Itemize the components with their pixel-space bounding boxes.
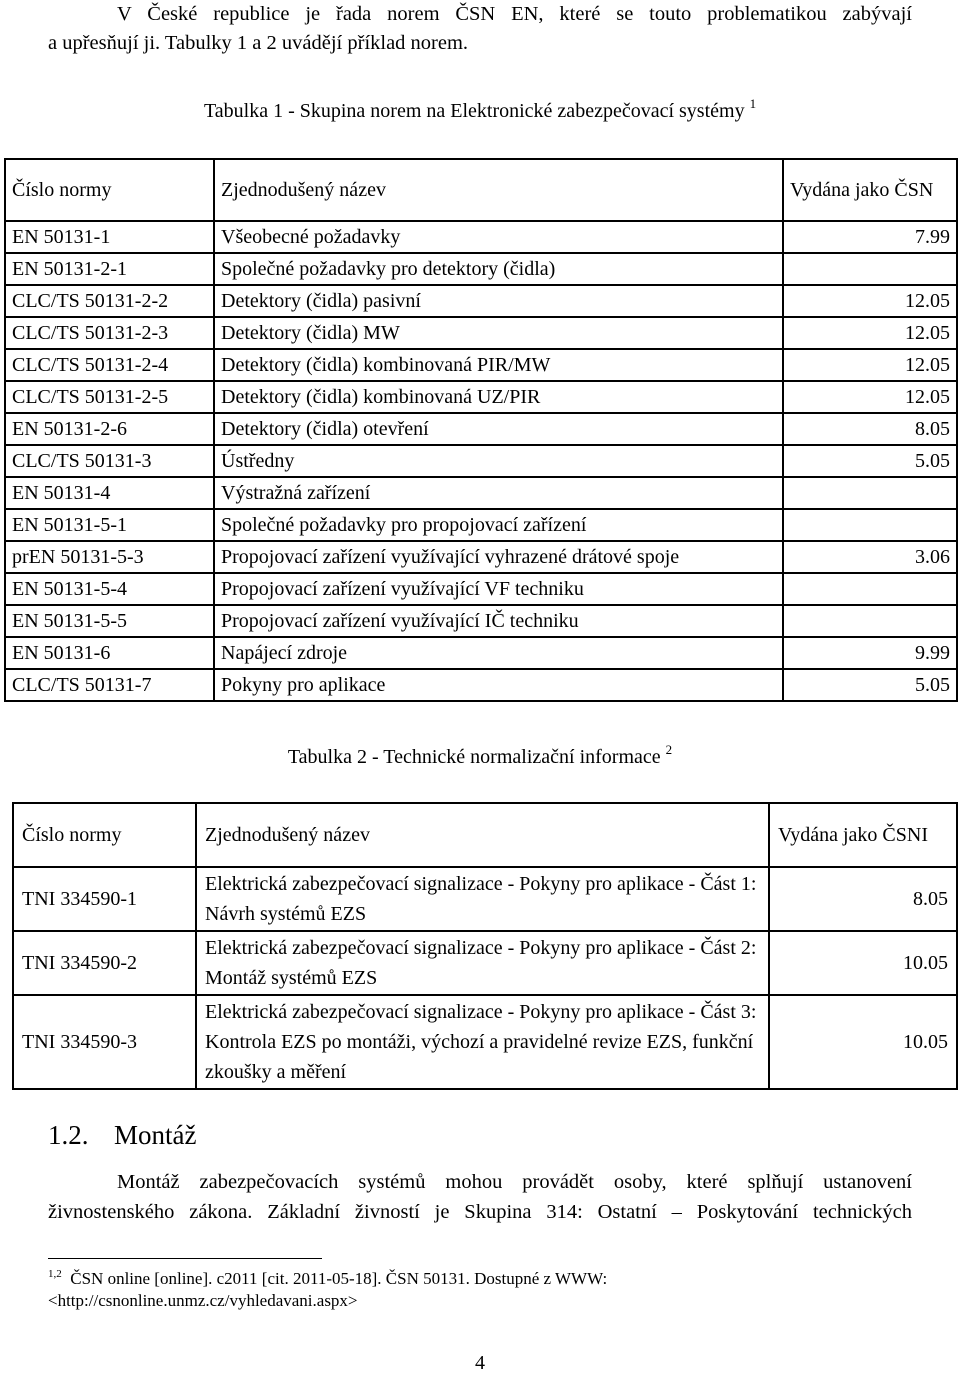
table-cell-name: Elektrická zabezpečovací signalizace - Pokyny pro aplikace - Část 2: Montáž systémů EZS [196,931,769,995]
table-cell-issued: 7.99 [783,221,957,253]
footnote [48,1268,912,1312]
table-cell-number: CLC/TS 50131-2-4 [5,349,214,381]
table2-header-row [13,803,957,867]
table-row [5,253,957,285]
table-cell-number: EN 50131-5-1 [5,509,214,541]
table-cell-name: Výstražná zařízení [214,477,783,509]
table-cell-name: Detektory (čidla) MW [214,317,783,349]
table-cell-name: Propojovací zařízení využívající VF techniku [214,573,783,605]
table-cell-number: EN 50131-2-6 [5,413,214,445]
table-row [5,285,957,317]
table-cell-name: Napájecí zdroje [214,637,783,669]
table-cell-number: EN 50131-4 [5,477,214,509]
table-cell-number: TNI 334590-2 [13,931,196,995]
table1-caption [0,96,960,123]
table-row [5,445,957,477]
footnote-marker: 1,2 [48,1268,62,1280]
table1-header-row [5,159,957,221]
footnote-line-1 [48,1268,912,1290]
table2-header-issued: Vydána jako ČSNI [769,803,957,867]
table2-caption-ref: 2 [665,742,673,757]
section-line-1: Montáž zabezpečovacích systémů mohou provádět osoby, které splňují ustanovení [117,1171,912,1193]
table-cell-name: Detektory (čidla) kombinovaná UZ/PIR [214,381,783,413]
table-cell-name: Detektory (čidla) kombinovaná PIR/MW [214,349,783,381]
table-row [5,317,957,349]
table-cell-issued: 12.05 [783,285,957,317]
table-cell-name: Propojovací zařízení využívající vyhrazené drátové spoje [214,541,783,573]
table-cell-name: Propojovací zařízení využívající IČ techniku [214,605,783,637]
table-row [13,995,957,1089]
intro-line-2: a upřesňují ji. Tabulky 1 a 2 uvádějí příklad norem. [48,32,469,54]
section-number: 1.2. [48,1120,89,1150]
table-row [13,931,957,995]
section-title: Montáž [114,1120,197,1150]
table-cell-name: Společné požadavky pro propojovací zařízení [214,509,783,541]
table-row [5,637,957,669]
table-cell-number: CLC/TS 50131-2-2 [5,285,214,317]
standards-table-2 [12,802,958,1090]
table-cell-issued: 12.05 [783,317,957,349]
table2-caption-text: Tabulka 2 - Technické normalizační informace [287,746,661,768]
table-cell-number: prEN 50131-5-3 [5,541,214,573]
table-row [5,221,957,253]
page-number: 4 [475,1352,485,1374]
table-row [5,413,957,445]
table-cell-name: Detektory (čidla) otevření [214,413,783,445]
table-cell-number: CLC/TS 50131-3 [5,445,214,477]
table-cell-number: EN 50131-6 [5,637,214,669]
table-cell-name: Elektrická zabezpečovací signalizace - Pokyny pro aplikace - Část 3: Kontrola EZS po montáži, výchozí a pravidelné revize EZS, funkční zkoušky a měření [196,995,769,1089]
table1-header-issued: Vydána jako ČSN [783,159,957,221]
table2-caption [0,742,960,769]
table-row [5,541,957,573]
table-row [5,669,957,701]
section-line-2: živnostenského zákona. Základní živností je Skupina 314: Ostatní – Poskytování technických [48,1201,912,1223]
table-cell-issued [783,605,957,637]
table1-caption-text: Tabulka 1 - Skupina norem na Elektronické zabezpečovací systémy [203,100,745,122]
footnote-line-2: <http://csnonline.unmz.cz/vyhledavani.aspx> [48,1291,358,1310]
table-cell-name: Společné požadavky pro detektory (čidla) [214,253,783,285]
intro-line-1: V České republice je řada norem ČSN EN, které se touto problematikou zabývají [117,3,912,25]
table-cell-issued [783,477,957,509]
table-cell-number: EN 50131-5-4 [5,573,214,605]
table-cell-number: EN 50131-2-1 [5,253,214,285]
table-row [5,477,957,509]
table-cell-number: CLC/TS 50131-2-3 [5,317,214,349]
table-cell-name: Pokyny pro aplikace [214,669,783,701]
table-cell-issued: 10.05 [769,995,957,1089]
table-cell-issued [783,573,957,605]
table-row [13,867,957,931]
table1-header-name: Zjednodušený název [214,159,783,221]
table-cell-number: TNI 334590-1 [13,867,196,931]
table-cell-issued [783,253,957,285]
table-cell-number: EN 50131-1 [5,221,214,253]
table1-header-number: Číslo normy [5,159,214,221]
table2-header-number: Číslo normy [13,803,196,867]
table-row [5,381,957,413]
table2-header-name: Zjednodušený název [196,803,769,867]
table-cell-issued: 9.99 [783,637,957,669]
table-cell-name: Elektrická zabezpečovací signalizace - Pokyny pro aplikace - Část 1: Návrh systémů EZS [196,867,769,931]
table1-caption-ref: 1 [749,96,757,111]
footnote-text-1: ČSN online [online]. c2011 [cit. 2011-05-18]. ČSN 50131. Dostupné z WWW: [70,1269,608,1288]
standards-table-1 [4,158,958,702]
table-cell-issued: 10.05 [769,931,957,995]
table-cell-name: Detektory (čidla) pasivní [214,285,783,317]
table-cell-name: Ústředny [214,445,783,477]
table-row [5,349,957,381]
footnote-separator [48,1258,322,1259]
table-cell-issued: 5.05 [783,669,957,701]
table-cell-issued: 8.05 [783,413,957,445]
table-cell-issued: 5.05 [783,445,957,477]
table-cell-number: TNI 334590-3 [13,995,196,1089]
table-cell-issued [783,509,957,541]
table-cell-number: EN 50131-5-5 [5,605,214,637]
table-cell-issued: 12.05 [783,381,957,413]
table-cell-issued: 3.06 [783,541,957,573]
table-row [5,573,957,605]
table-cell-name: Všeobecné požadavky [214,221,783,253]
table-cell-issued: 8.05 [769,867,957,931]
table-row [5,605,957,637]
table-cell-number: CLC/TS 50131-2-5 [5,381,214,413]
table-row [5,509,957,541]
table-cell-number: CLC/TS 50131-7 [5,669,214,701]
table-cell-issued: 12.05 [783,349,957,381]
section-heading [48,1120,196,1151]
